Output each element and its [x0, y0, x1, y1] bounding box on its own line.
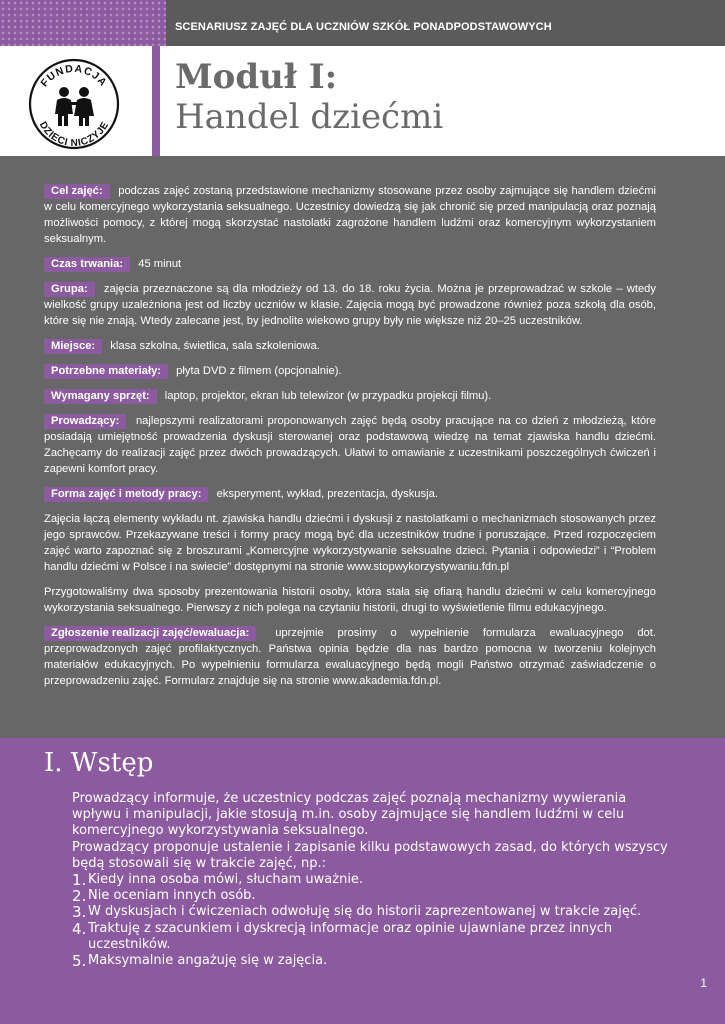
- info-label-cel: Cel zajęć:: [44, 184, 110, 199]
- info-forma: [44, 486, 656, 502]
- info-label-czas: Czas trwania:: [44, 257, 130, 272]
- info-text-materialy: płyta DVD z filmem (opcjonalnie).: [176, 365, 342, 377]
- module-subtitle: Handel dziećmi: [175, 97, 444, 137]
- rule-text: W dyskusjach i ćwiczeniach odwołuję się do historii zaprezentowanej w trakcie zajęć.: [88, 904, 642, 920]
- fundacja-logo: [26, 56, 122, 152]
- header-accent-bar: [152, 46, 160, 156]
- rule-text: Nie oceniam innych osób.: [88, 888, 256, 904]
- info-text-forma: eksperyment, wykład, prezentacja, dyskusja.: [216, 488, 438, 500]
- series-title: SCENARIUSZ ZAJĘĆ DLA UCZNIÓW SZKÓŁ PONADPODSTAWOWYCH: [175, 21, 552, 33]
- intro-panel: [0, 738, 725, 1024]
- module-title: Moduł I:: [175, 57, 338, 97]
- info-label-grupa: Grupa:: [44, 282, 95, 297]
- intro-title: I. Wstęp: [44, 748, 154, 778]
- info-text-sprzet: laptop, projektor, ekran lub telewizor (w przypadku projekcji filmu).: [164, 390, 492, 402]
- info-label-materialy: Potrzebne materiały:: [44, 364, 168, 379]
- intro-paragraph-2: Prowadzący proponuje ustalenie i zapisanie kilku podstawowych zasad, do których wszyscy będą stosowali się w trakcie zajęć, np.:: [72, 839, 668, 871]
- info-materialy: [44, 363, 656, 379]
- rule-item: [72, 953, 672, 969]
- info-grupa: [44, 281, 656, 329]
- info-text-grupa: zajęcia przeznaczone są dla młodzieży od 13. do 18. roku życia. Można je przeprowadzać w szkole – wtedy wielkość grupy uzależniona jest od liczby uczniów w klasie. Zajęcia mogą być prowadzone również poza szkołą dla osób, które się nie znają. Wtedy zalecane jest, by jednolite wiekowo grupy były nie większe niż 20–25 uczestników.: [44, 283, 656, 327]
- info-label-zgloszenie: Zgłoszenie realizacji zajęć/ewaluacja:: [44, 626, 256, 641]
- rule-number: 1.: [72, 871, 87, 890]
- logo-bottom-text: DZIECI NICZYJE: [36, 119, 112, 150]
- info-label-prowadzacy: Prowadzący:: [44, 414, 126, 429]
- intro-paragraph-1: Prowadzący informuje, że uczestnicy podczas zajęć poznają mechanizmy wywierania wpływu i manipulacji, jakie stosują m.in. osoby zajmujące się handlem ludźmi w celu komercyjnego wykorzystywania seksualnego.: [72, 791, 627, 839]
- rule-text: Maksymalnie angażuję się w zajęcia.: [88, 953, 328, 969]
- rule-item: [72, 904, 672, 920]
- rules-list: [72, 872, 672, 969]
- info-paragraph-2: Przygotowaliśmy dwa sposoby prezentowania historii osoby, która stała się ofiarą handlu dziećmi w celu komercyjnego wykorzystania seksualnego. Pierwszy z nich polega na czytaniu historii, drugi to wyświetlenie filmu edukacyjnego.: [44, 586, 656, 614]
- rule-item: [72, 888, 672, 904]
- rule-number: 2.: [72, 887, 87, 906]
- rule-number: 4.: [72, 919, 87, 938]
- rule-item: [72, 921, 672, 953]
- info-prowadzacy: [44, 413, 656, 477]
- info-label-sprzet: Wymagany sprzęt:: [44, 389, 157, 404]
- page-number: 1: [700, 976, 707, 990]
- info-text-czas: 45 minut: [138, 258, 182, 270]
- info-text-prowadzacy: najlepszymi realizatorami proponowanych zajęć będą osoby pracujące na co dzień z młodzieżą, które posiadają umiejętność prowadzenia dyskusji sterowanej oraz podstawową wiedzę na temat zjawiska handlu dziećmi. Zachęcamy do realizacji zajęć przez dwóch prowadzących. Ułatwi to omawianie z uczestnikami poszczególnych ćwiczeń i zapewni komfort pracy.: [44, 415, 656, 475]
- intro-body: [72, 791, 672, 969]
- info-zgloszenie: [44, 625, 656, 689]
- info-czas: [44, 256, 656, 272]
- info-label-miejsce: Miejsce:: [44, 339, 102, 354]
- header-pattern: [0, 0, 166, 46]
- rule-item: [72, 872, 672, 888]
- children-silhouette-icon: [55, 87, 94, 126]
- info-text-zgloszenie: uprzejmie prosimy o wypełnienie formularza ewaluacyjnego dot. przeprowadzonych zajęć profilaktycznych. Państwa opinia będzie dla nas bardzo pomocna w tworzeniu kolejnych materiałów edukacyjnych. Po wypełnieniu formularza ewaluacyjnego będą mogli Państwo otrzymać zaświadczenie o przeprowadzeniu zajęć. Formularz znajduje się na stronie www.akademia.fdn.pl.: [44, 627, 657, 687]
- rule-text: Traktuję z szacunkiem i dyskrecją informacje oraz opinie ujawniane przez innych uczestników.: [88, 920, 613, 952]
- rule-number: 5.: [72, 952, 87, 971]
- logo-top-text: FUNDACJA: [38, 62, 110, 90]
- info-content: [44, 183, 656, 698]
- rule-text: Kiedy inna osoba mówi, słucham uważnie.: [88, 872, 364, 888]
- info-text-miejsce: klasa szkolna, świetlica, sala szkoleniowa.: [110, 340, 320, 352]
- info-cel: [44, 183, 656, 247]
- info-paragraph-1: Zajęcia łączą elementy wykładu nt. zjawiska handlu dziećmi i dyskusji z nastolatkami o mechanizmach stosowanych przez jego sprawców. Przekazywane treści i formy pracy mogą być dla uczestników trudne i poruszające. Przed rozpoczęciem zajęć warto zapoznać się z broszurami „Komercyjne wykorzystywanie seksualne dzieci. Pytania i odpowiedzi” i “Problem handlu dziećmi w Polsce i na swiecie” dostępnymi na stronie www.stopwykorzystywaniu.fdn.pl: [44, 513, 656, 573]
- info-panel: [0, 156, 725, 738]
- info-miejsce: [44, 338, 656, 354]
- info-text-cel: podczas zajęć zostaną przedstawione mechanizmy stosowane przez osoby zajmujące się handlem dziećmi w celu komercyjnego wykorzystania seksualnego. Uczestnicy dowiedzą się jak chronić się przed manipulacją oraz poznają możliwości pomocy, z której mogą skorzystać nastolatki zagrożone handlem ludźmi oraz komercyjnym wykorzystaniem seksualnym.: [44, 185, 656, 245]
- info-sprzet: [44, 388, 656, 404]
- rule-number: 3.: [72, 903, 87, 922]
- info-label-forma: Forma zajęć i metody pracy:: [44, 487, 208, 502]
